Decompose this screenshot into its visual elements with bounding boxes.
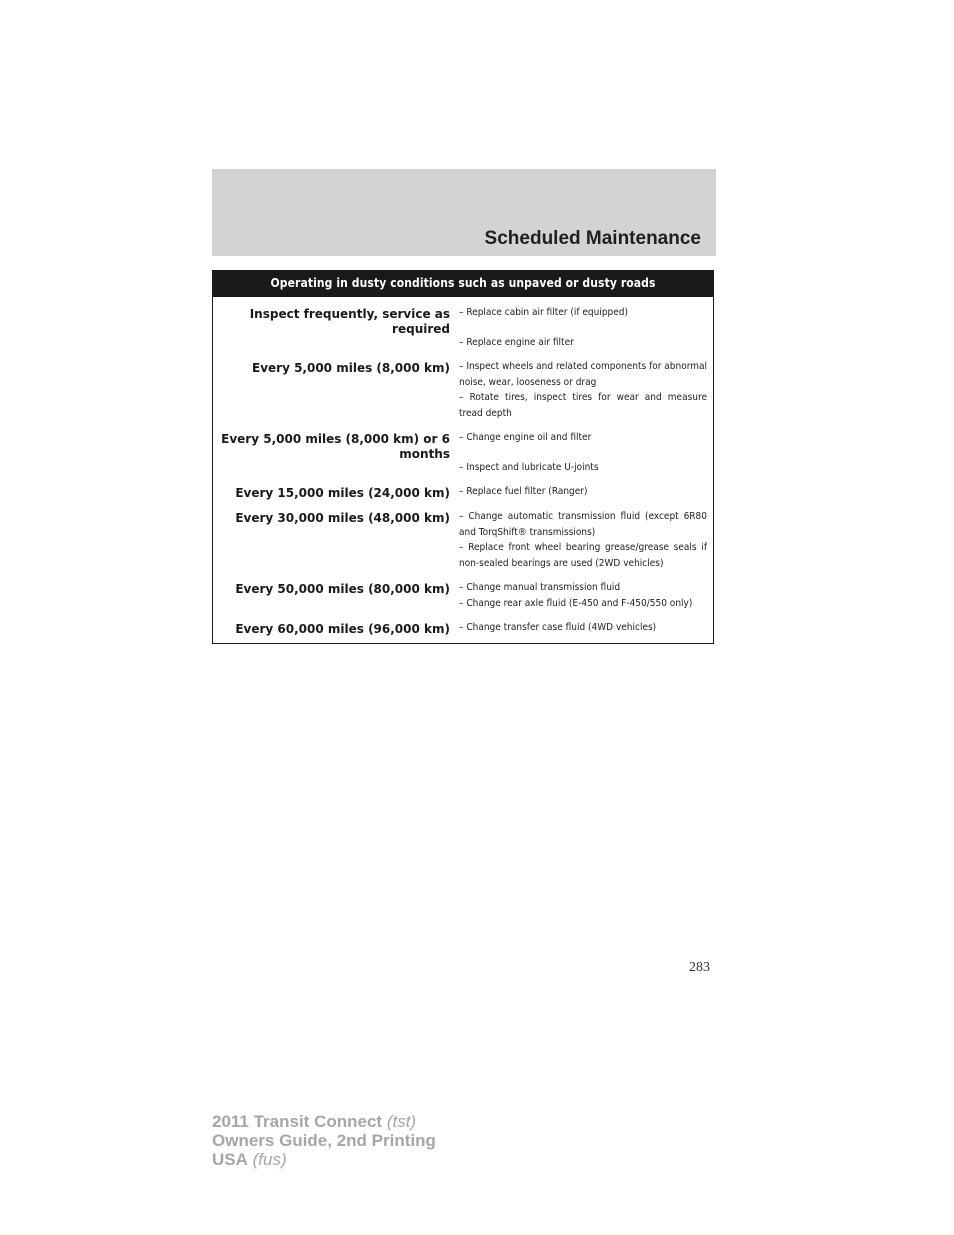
- row-tasks: [459, 430, 713, 475]
- row-interval: Every 30,000 miles (48,000 km): [235, 511, 450, 525]
- table-row: [213, 359, 713, 421]
- task-item: – Replace front wheel bearing grease/grease seals if non-sealed bearings are used (2WD vehicles): [459, 542, 707, 569]
- row-interval: Every 5,000 miles (8,000 km): [252, 361, 450, 375]
- table-row: [213, 484, 713, 501]
- row-tasks: [459, 620, 713, 637]
- task-item: – Change rear axle fluid (E-450 and F-450/550 only): [459, 597, 693, 609]
- task-item: – Change automatic transmission fluid (except 6R80 and TorqShift® transmissions): [459, 511, 707, 538]
- table-row: [213, 430, 713, 475]
- task-item: – Inspect wheels and related components for abnormal noise, wear, looseness or drag: [459, 361, 707, 388]
- footer-market-code: (fus): [252, 1150, 287, 1169]
- maintenance-table: [212, 270, 714, 644]
- task-item: – Change manual transmission fluid: [459, 582, 621, 593]
- row-tasks: [459, 305, 713, 350]
- row-tasks: [459, 484, 713, 501]
- footer-line-2: [212, 1131, 436, 1150]
- table-row: [213, 580, 713, 611]
- section-header-band: [212, 169, 716, 256]
- row-interval: Every 50,000 miles (80,000 km): [235, 582, 450, 596]
- task-item: – Replace cabin air filter (if equipped): [459, 307, 629, 318]
- footer-line-1: [212, 1112, 436, 1131]
- task-item: – Inspect and lubricate U-joints: [459, 461, 599, 473]
- table-title: Operating in dusty conditions such as unpaved or dusty roads: [213, 271, 713, 297]
- row-tasks: [459, 359, 713, 421]
- task-item: – Rotate tires, inspect tires for wear and measure tread depth: [459, 392, 707, 419]
- table-body: [213, 297, 713, 643]
- table-row: [213, 509, 713, 571]
- page-number: 283: [689, 960, 710, 975]
- section-title: Scheduled Maintenance: [484, 228, 701, 249]
- row-interval: Every 5,000 miles (8,000 km) or 6 months: [221, 432, 450, 461]
- row-interval: Every 60,000 miles (96,000 km): [235, 622, 450, 636]
- row-tasks: [459, 580, 713, 611]
- row-interval: Every 15,000 miles (24,000 km): [235, 486, 450, 500]
- footer-line-3: [212, 1150, 436, 1169]
- footer-model-code: (tst): [386, 1112, 417, 1131]
- table-row: [213, 305, 713, 350]
- table-row: [213, 620, 713, 637]
- document-footer: [212, 1112, 436, 1169]
- row-interval: Inspect frequently, service as required: [249, 307, 450, 336]
- footer-model: 2011 Transit Connect: [212, 1112, 383, 1131]
- footer-market: USA: [212, 1150, 248, 1169]
- task-item: – Replace fuel filter (Ranger): [459, 486, 588, 497]
- row-tasks: [459, 509, 713, 571]
- task-item: – Change engine oil and filter: [459, 432, 592, 443]
- footer-edition: Owners Guide, 2nd Printing: [212, 1131, 436, 1150]
- task-item: – Replace engine air filter: [459, 336, 574, 348]
- task-item: – Change transfer case fluid (4WD vehicles): [459, 622, 657, 633]
